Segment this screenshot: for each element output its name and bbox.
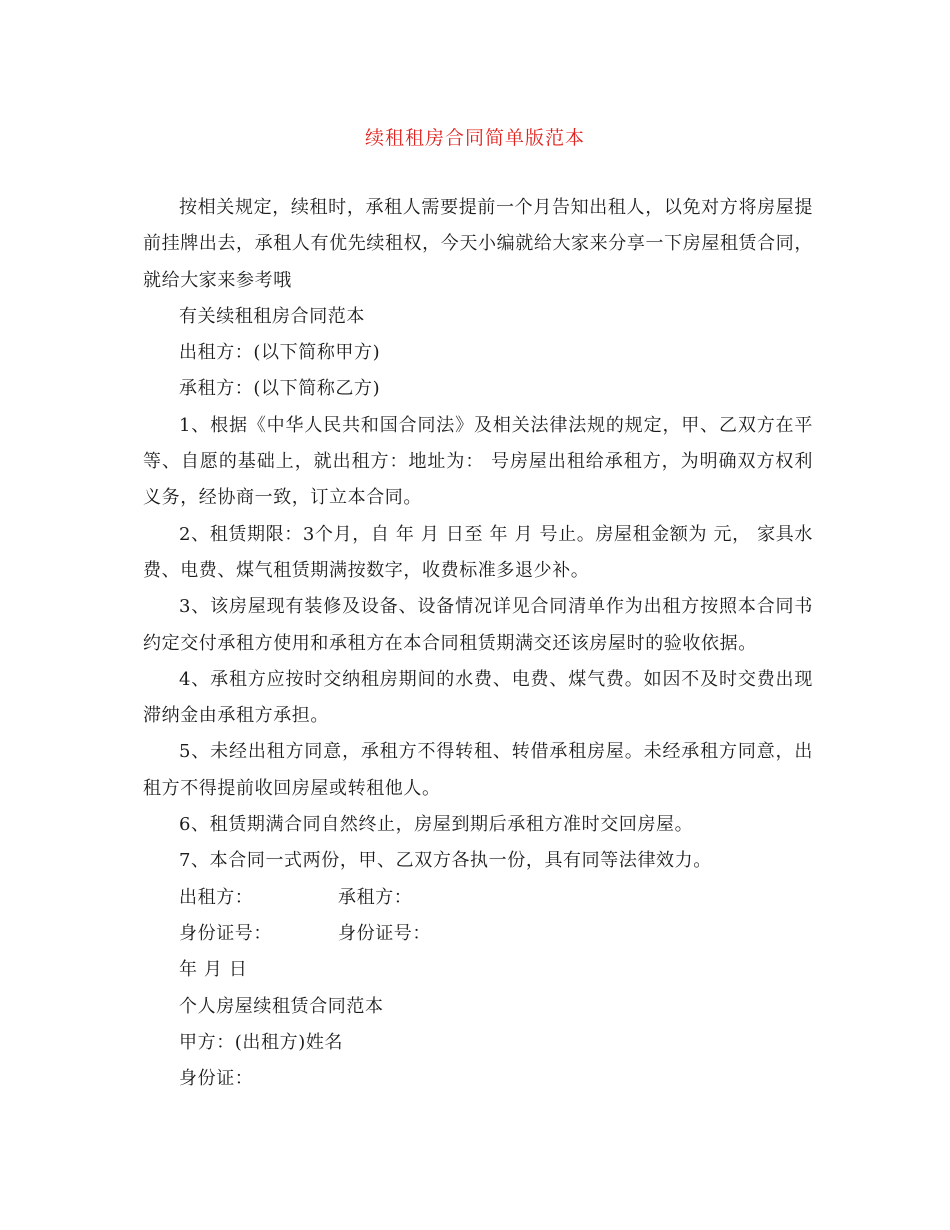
section-heading: 有关续租租房合同范本 <box>179 305 365 327</box>
document-title: 续租租房合同简单版范本 <box>364 127 585 149</box>
lessee-line: 承租方：(以下简称乙方) <box>179 378 381 400</box>
signature-row <box>143 880 813 916</box>
section2-title: 个人房屋续租赁合同范本 <box>179 995 384 1017</box>
lessee-signature-label: 承租方： <box>338 886 413 908</box>
lessee-id-label: 身份证号： <box>338 922 431 944</box>
party-a-line: 甲方：(出租方)姓名 <box>179 1031 344 1053</box>
id-row <box>143 916 813 952</box>
clause-3: 3、该房屋现有装修及设备、设备情况详见合同清单作为出租方按照本合同书约定交付承租方使用和承租方在本合同租赁期满交还该房屋时的验收依据。 <box>143 596 813 654</box>
clause-1: 1、根据《中华人民共和国合同法》及相关法律法规的规定，甲、乙双方在平等、自愿的基础上，就出租方：地址为： 号房屋出租给承租方，为明确双方权利义务，经协商一致，订立本合同。 <box>143 414 813 509</box>
clause-7: 7、本合同一式两份，甲、乙双方各执一份，具有同等法律效力。 <box>179 850 712 872</box>
document-body <box>143 190 813 1097</box>
lessor-line: 出租方：(以下简称甲方) <box>179 342 381 364</box>
clause-5: 5、未经出租方同意，承租方不得转租、转借承租房屋。未经承租方同意，出租方不得提前收回房屋或转租他人。 <box>143 741 813 799</box>
clause-4: 4、承租方应按时交纳租房期间的水费、电费、煤气费。如因不及时交费出现滞纳金由承租方承担。 <box>143 668 813 727</box>
clause-6: 6、租赁期满合同自然终止，房屋到期后承租方准时交回房屋。 <box>179 814 694 836</box>
lessor-id-label: 身份证号： <box>179 922 272 944</box>
intro-paragraph: 按相关规定，续租时，承租人需要提前一个月告知出租人，以免对方将房屋提前挂牌出去，承租人有优先续租权，今天小编就给大家来分享一下房屋租赁合同，就给大家来参考哦 <box>143 197 813 291</box>
id-card-line: 身份证： <box>179 1068 254 1090</box>
lessor-signature-label: 出租方： <box>179 886 254 908</box>
date-line: 年 月 日 <box>179 959 248 981</box>
clause-2: 2、租赁期限：3个月，自 年 月 日至 年 月 号止。房屋租金额为 元， 家具水费、电费、煤气租赁期满按数字，收费标准多退少补。 <box>143 523 813 581</box>
